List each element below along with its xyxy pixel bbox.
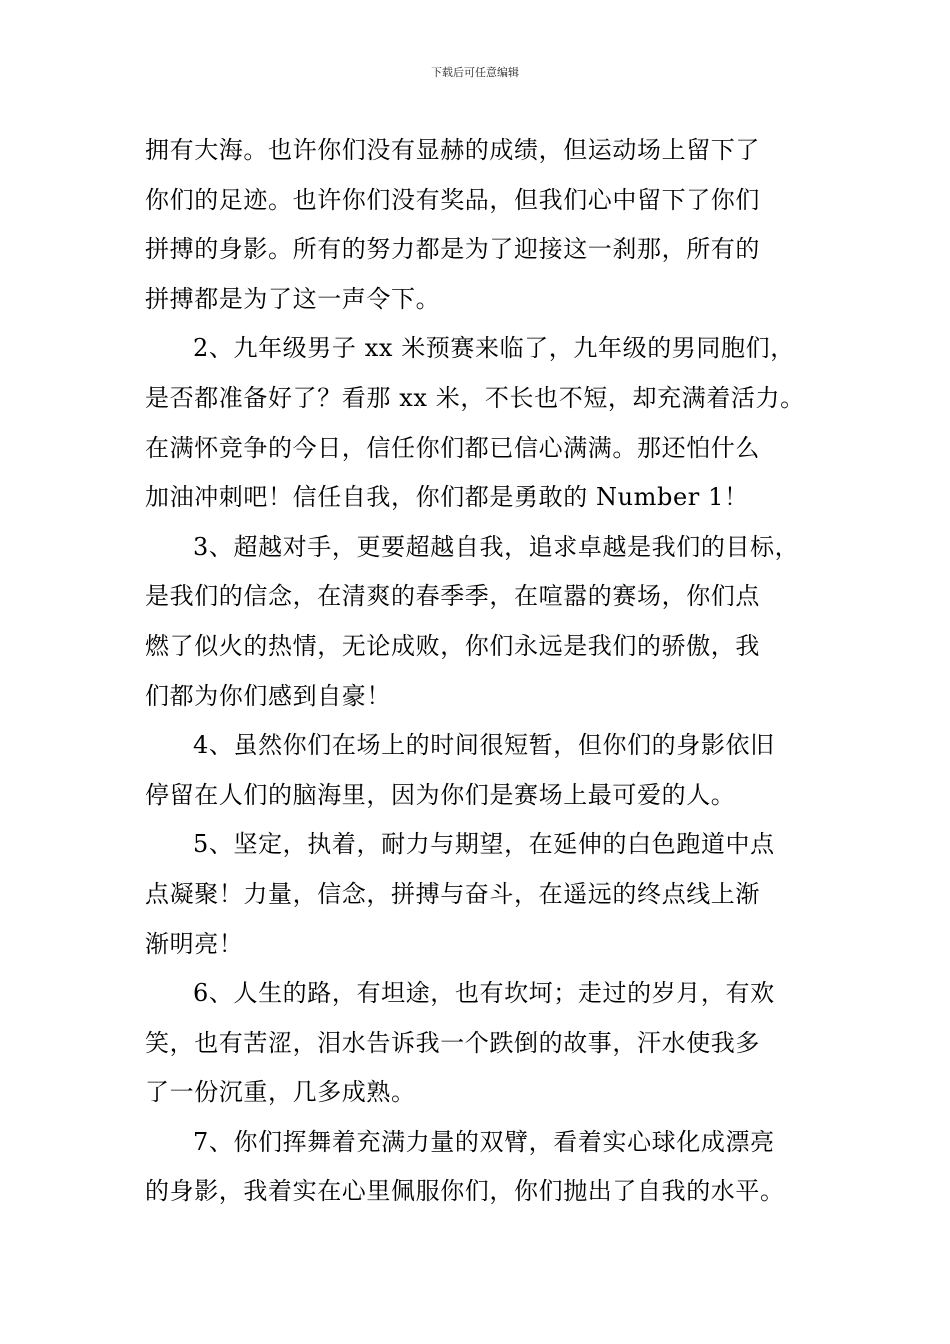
paragraph	[145, 523, 810, 721]
paragraph	[145, 721, 810, 820]
page-header: 下载后可任意编辑	[431, 66, 519, 79]
paragraph	[145, 1118, 810, 1217]
text-line: 3、超越对手，更要超越自我，追求卓越是我们的目标，	[193, 532, 800, 561]
text-line: 5、坚定，执着，耐力与期望，在延伸的白色跑道中点	[193, 830, 775, 859]
paragraph	[145, 126, 810, 324]
paragraph	[145, 324, 810, 522]
document-body	[145, 126, 810, 1217]
text-line: 渐明亮！	[145, 929, 244, 958]
text-line: 是我们的信念，在清爽的春季季，在喧嚣的赛场，你们点	[145, 582, 760, 611]
text-line: 7、你们挥舞着充满力量的双臂，看着实心球化成漂亮	[193, 1127, 775, 1156]
text-line: 拼搏都是为了这一声令下。	[145, 284, 441, 313]
text-line: 2、九年级男子 xx 米预赛来临了，九年级的男同胞们，	[193, 334, 795, 363]
text-line: 燃了似火的热情，无论成败，你们永远是我们的骄傲，我	[145, 631, 760, 660]
text-line: 笑，也有苦涩，泪水告诉我一个跌倒的故事，汗水使我多	[145, 1028, 760, 1057]
text-line: 你们的足迹。也许你们没有奖品，但我们心中留下了你们	[145, 185, 760, 214]
text-line: 4、虽然你们在场上的时间很短暂，但你们的身影依旧	[193, 731, 775, 760]
text-line: 停留在人们的脑海里，因为你们是赛场上最可爱的人。	[145, 780, 736, 809]
paragraph	[145, 969, 810, 1118]
text-line: 们都为你们感到自豪！	[145, 681, 391, 710]
text-line: 是否都准备好了？看那 xx 米，不长也不短，却充满着活力。	[145, 383, 805, 412]
text-line: 拥有大海。也许你们没有显赫的成绩，但运动场上留下了	[145, 136, 760, 164]
text-line: 加油冲刺吧！信任自我，你们都是勇敢的 Number 1！	[145, 483, 749, 512]
text-line: 6、人生的路，有坦途，也有坎坷；走过的岁月，有欢	[193, 979, 775, 1008]
text-line: 在满怀竞争的今日，信任你们都已信心满满。那还怕什么	[145, 433, 760, 462]
text-line: 的身影，我着实在心里佩服你们，你们抛出了自我的水平。	[145, 1177, 785, 1206]
text-line: 拼搏的身影。所有的努力都是为了迎接这一刹那，所有的	[145, 235, 760, 264]
text-line: 点凝聚！力量，信念，拼搏与奋斗，在遥远的终点线上渐	[145, 879, 760, 908]
paragraph	[145, 820, 810, 969]
text-line: 了一份沉重，几多成熟。	[145, 1078, 416, 1107]
